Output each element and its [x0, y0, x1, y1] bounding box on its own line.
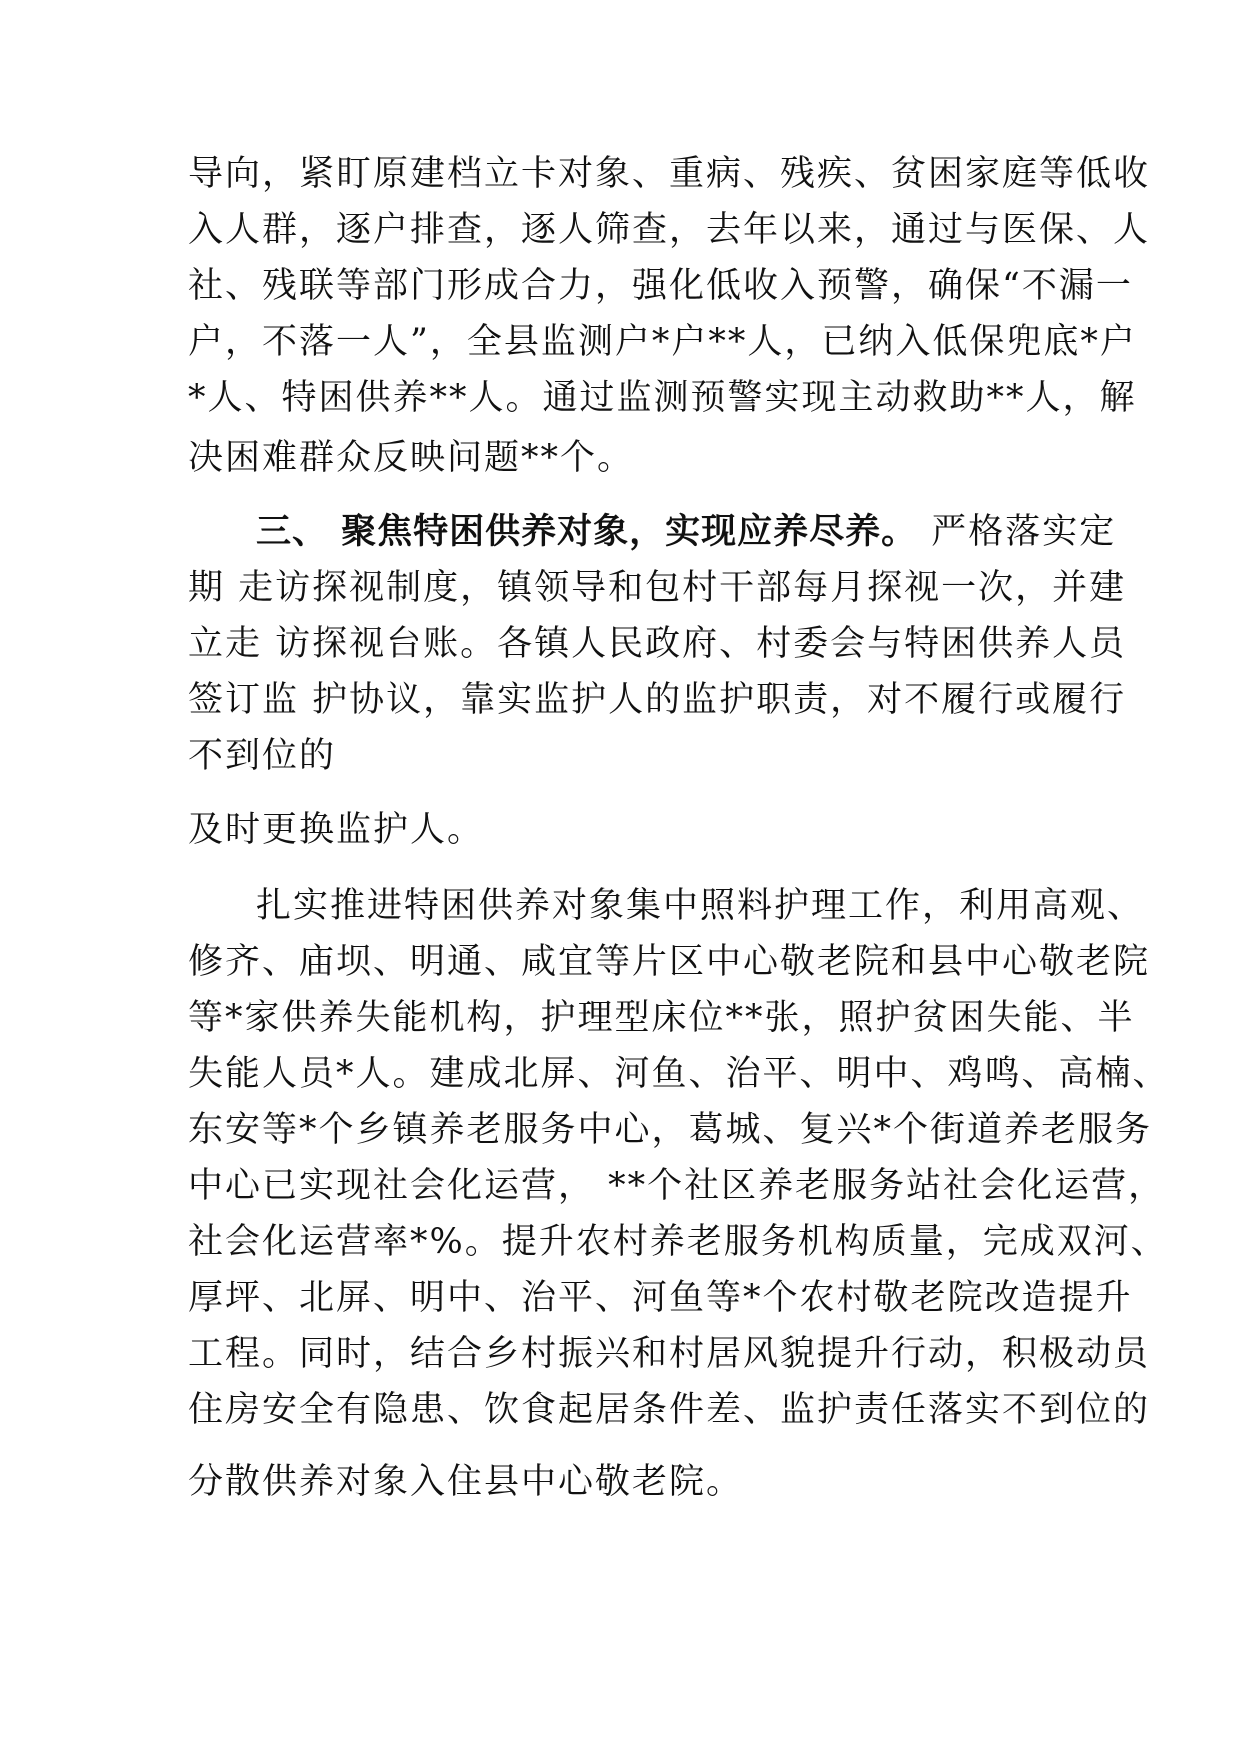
text-line: 东安等*个乡镇养老服务中心，葛城、复兴*个街道养老服务	[188, 1110, 1153, 1150]
text-line: 扎实推进特困供养对象集中照料护理工作，利用高观、	[256, 886, 1145, 926]
text-line: 社、残联等部门形成合力，强化低收入预警，确保“不漏一	[188, 266, 1133, 306]
text-line: 修齐、庙坝、明通、咸宜等片区中心敬老院和县中心敬老院	[188, 942, 1151, 982]
text-line: *人、特困供养**人。通过监测预警实现主动救助**人，解	[188, 378, 1137, 418]
text-line: 签订监 护协议，靠实监护人的监护职责，对不履行或履行	[188, 680, 1127, 720]
text-line: 社会化运营率*%。提升农村养老服务机构质量，完成双河、	[188, 1222, 1168, 1262]
section-heading-line	[256, 510, 1116, 554]
text-line: 户，不落一人”，全县监测户*户**人，已纳入低保兜底*户	[188, 322, 1137, 362]
text-line: 期 走访探视制度，镇领导和包村干部每月探视一次，并建	[188, 568, 1127, 608]
text-line: 等*家供养失能机构，护理型床位**张，照护贫困失能、半	[188, 998, 1135, 1038]
text-line: 分散供养对象入住县中心敬老院。	[188, 1462, 744, 1502]
text-line: 厚坪、北屏、明中、治平、河鱼等*个农村敬老院改造提升	[188, 1278, 1133, 1318]
text-line: 决困难群众反映问题**个。	[188, 438, 635, 478]
text-line: 及时更换监护人。	[188, 810, 485, 850]
text-line: 立走 访探视台账。各镇人民政府、村委会与特困供养人员	[188, 624, 1127, 664]
text-line: 住房安全有隐患、饮食起居条件差、监护责任落实不到位的	[188, 1390, 1151, 1430]
text-line: 不到位的	[188, 736, 337, 776]
text-run: 严格落实定	[931, 512, 1117, 552]
text-line: 工程。同时，结合乡村振兴和村居风貌提升行动，积极动员	[188, 1334, 1151, 1374]
text-line: 失能人员*人。建成北屏、河鱼、治平、明中、鸡鸣、高楠、	[188, 1054, 1170, 1094]
section-heading: 三、 聚焦特困供养对象，实现应养尽养。	[256, 511, 918, 552]
text-line: 入人群，逐户排查，逐人筛查，去年以来，通过与医保、人	[188, 210, 1151, 250]
text-line: 导向，紧盯原建档立卡对象、重病、残疾、贫困家庭等低收	[188, 154, 1151, 194]
text-line: 中心已实现社会化运营， **个社区养老服务站社会化运营，	[188, 1166, 1166, 1206]
